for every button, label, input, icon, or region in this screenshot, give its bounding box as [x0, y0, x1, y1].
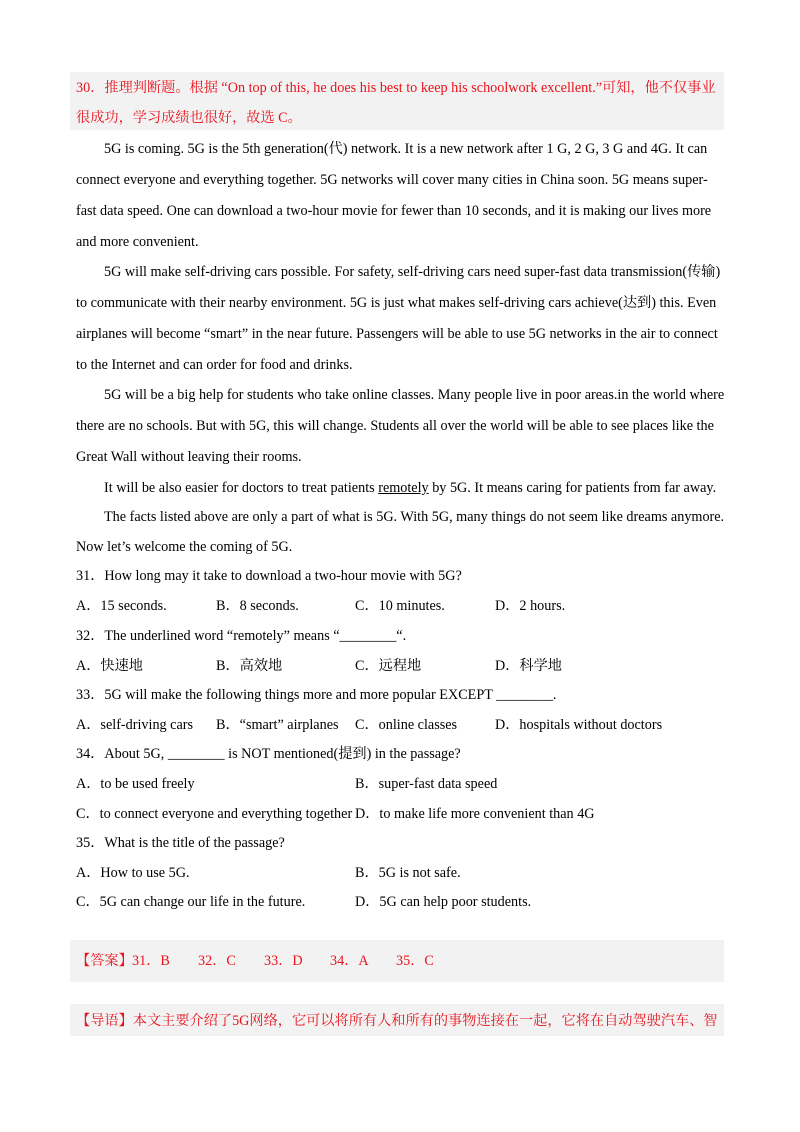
question-31-option-c: C．10 minutes.: [355, 598, 445, 614]
guide-label: 【导语】: [76, 1013, 133, 1029]
question-35-option-c: C．5G can change our life in the future.: [76, 894, 306, 910]
question-32-stem: 32．The underlined word “remotely” means “________“.: [76, 628, 407, 644]
answer-32: 32．C: [198, 953, 236, 969]
question-33-stem: 33．5G will make the following things more and more popular EXCEPT ________.: [76, 687, 557, 703]
passage-p5-line-1: The facts listed above are only a part of what is 5G. With 5G, many things do not seem like dreams anymore.: [104, 509, 725, 525]
question-35-option-d: D．5G can help poor students.: [355, 894, 532, 910]
passage-p1-line-1: 5G is coming. 5G is the 5th generation(代) network. It is a new network after 1 G, 2 G, 3 G and 4G. It can: [104, 141, 708, 157]
underlined-word-remotely: remotely: [378, 480, 429, 496]
guide-line: [76, 1012, 718, 1030]
question-32-option-a: A．快速地: [76, 658, 143, 674]
answer-33: 33．D: [264, 953, 303, 969]
passage-p2-line-3: airplanes will become “smart” in the near future. Passengers will be able to use 5G networks in the air to connect: [76, 326, 718, 342]
question-34-option-a: A．to be used freely: [76, 776, 195, 792]
question-32-option-b: B．高效地: [216, 658, 283, 674]
explanation-30-line-2: 很成功，学习成绩也很好，故选 C。: [76, 110, 302, 126]
question-33-option-a: A．self-driving cars: [76, 717, 194, 733]
passage-p5-line-2: Now let’s welcome the coming of 5G.: [76, 539, 293, 555]
passage-p4-line-1: [104, 479, 716, 497]
passage-p3-line-1: 5G will be a big help for students who take online classes. Many people live in poor areas.in the world where: [104, 387, 725, 403]
answer-31: 31．B: [132, 953, 170, 969]
question-33-option-d: D．hospitals without doctors: [495, 717, 663, 733]
question-31-option-a: A．15 seconds.: [76, 598, 167, 614]
passage-p3-line-2: there are no schools. But with 5G, this will change. Students all over the world will be able to see places like the: [76, 418, 714, 434]
question-31-option-d: D．2 hours.: [495, 598, 566, 614]
passage-p1-line-4: and more convenient.: [76, 234, 199, 250]
answer-key-label: 【答案】: [76, 953, 133, 969]
passage-p4-after: by 5G. It means caring for patients from far away.: [432, 480, 717, 496]
passage-p2-line-1: 5G will make self-driving cars possible. For safety, self-driving cars need super-fast data transmission(传输): [104, 264, 721, 280]
question-34-option-c: C．to connect everyone and everything together: [76, 806, 353, 822]
question-32-option-c: C．远程地: [355, 658, 422, 674]
question-34-option-d: D．to make life more convenient than 4G: [355, 806, 595, 822]
question-34-stem: 34．About 5G, ________ is NOT mentioned(提到) in the passage?: [76, 746, 461, 762]
answer-34: 34．A: [330, 953, 369, 969]
question-33-option-b: B．“smart” airplanes: [216, 717, 339, 733]
passage-p4-before: It will be also easier for doctors to treat patients: [104, 480, 379, 496]
passage-p3-line-3: Great Wall without leaving their rooms.: [76, 449, 302, 465]
guide-text: 本文主要介绍了5G网络，它可以将所有人和所有的事物连接在一起，它将在自动驾驶汽车、智: [132, 1013, 718, 1029]
question-31-stem: 31．How long may it take to download a two-hour movie with 5G?: [76, 568, 462, 584]
question-34-option-b: B．super-fast data speed: [355, 776, 498, 792]
passage-p2-line-2: to communicate with their nearby environment. 5G is just what makes self-driving cars achieve(达到) this. Even: [76, 295, 717, 311]
passage-p2-line-4: to the Internet and can order for food and drinks.: [76, 357, 353, 373]
question-35-option-b: B．5G is not safe.: [355, 865, 461, 881]
question-35-stem: 35．What is the title of the passage?: [76, 835, 285, 851]
question-32-option-d: D．科学地: [495, 658, 562, 674]
question-33-option-c: C．online classes: [355, 717, 458, 733]
passage-p1-line-2: connect everyone and everything together. 5G networks will cover many cities in China soon. 5G means super-: [76, 172, 708, 188]
question-31-option-b: B．8 seconds.: [216, 598, 299, 614]
answer-35: 35．C: [396, 953, 434, 969]
passage-p1-line-3: fast data speed. One can download a two-hour movie for fewer than 10 seconds, and it is making our lives more: [76, 203, 712, 219]
question-35-option-a: A．How to use 5G.: [76, 865, 190, 881]
explanation-30-line-1: 30．推理判断题。根据 “On top of this, he does his best to keep his schoolwork excellent.”可知，他不仅事业: [76, 80, 716, 96]
